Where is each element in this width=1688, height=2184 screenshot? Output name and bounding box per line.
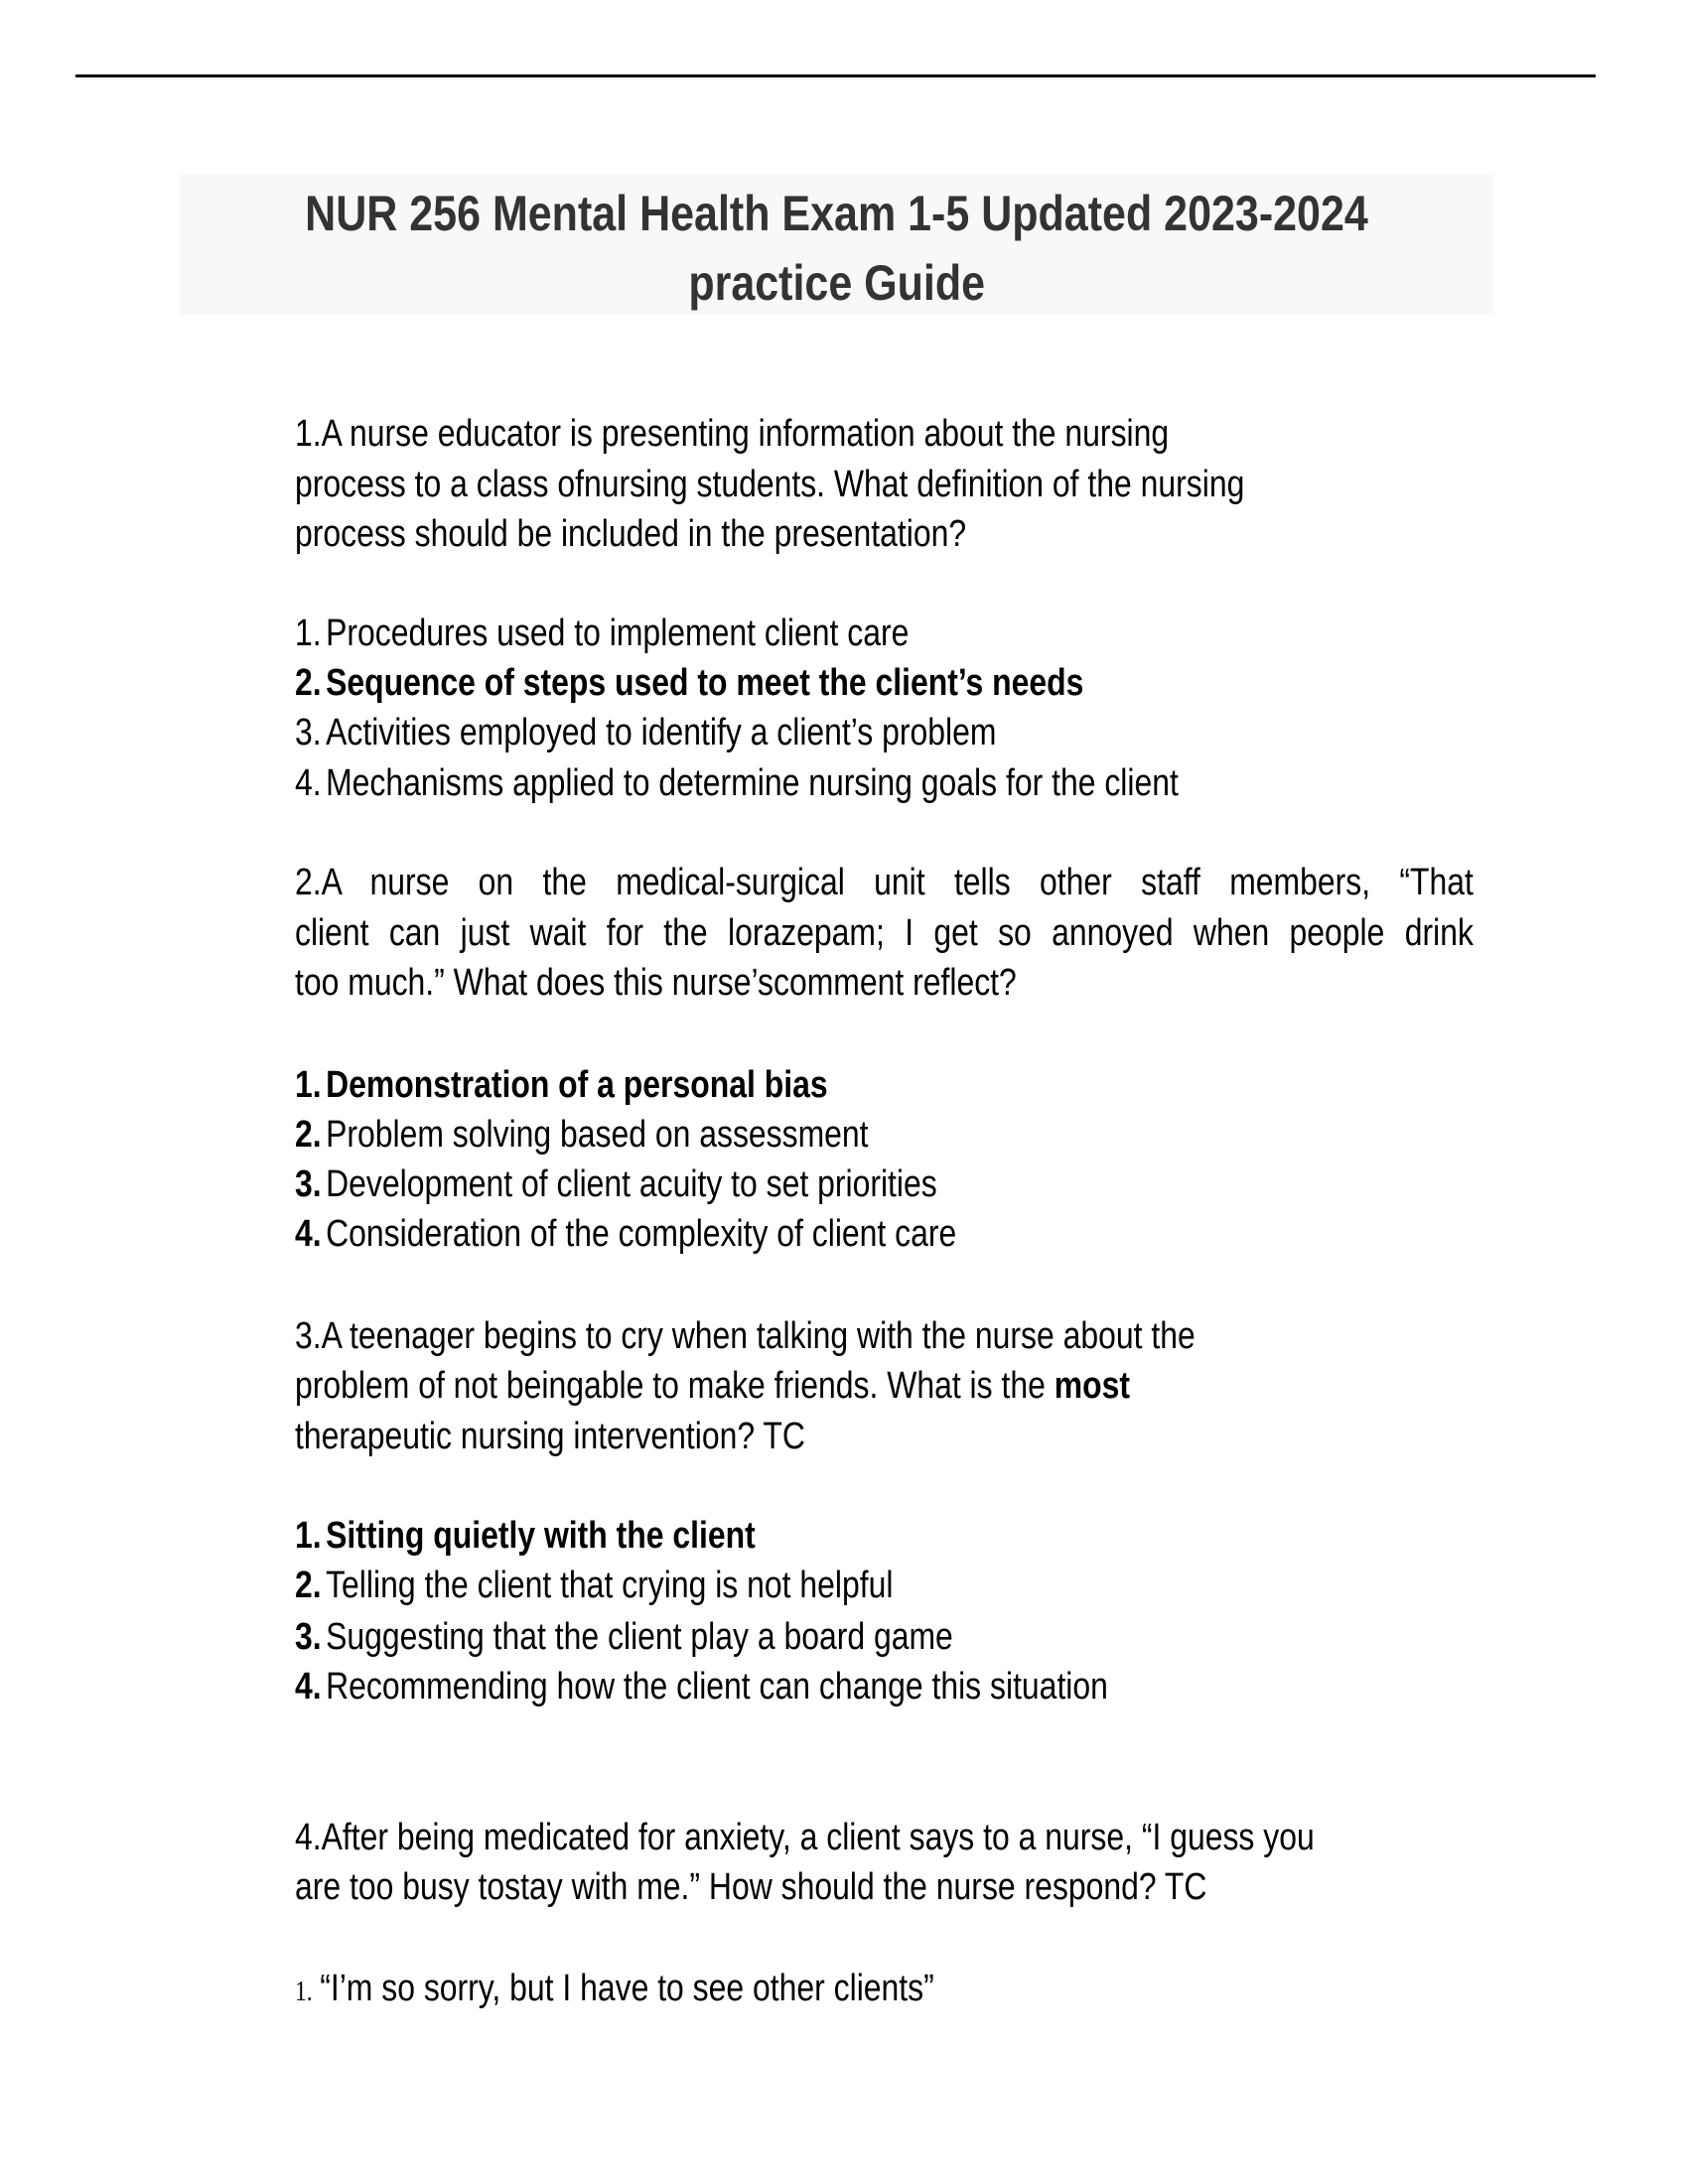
question-2-option [295, 1110, 869, 1160]
option-text: Mechanisms applied to determine nursing goals for the client [326, 762, 1179, 804]
option-number: 3. [295, 712, 322, 753]
question-3-stem: therapeutic nursing intervention? TC [295, 1416, 805, 1457]
question-4-stem: are too busy tostay with me.” How should the nurse respond? TC [295, 1866, 1207, 1908]
option-number: 2. [295, 1114, 322, 1156]
document-title [180, 175, 1493, 315]
question-3-stem: 3.A teenager begins to cry when talking with the nurse about the [295, 1315, 1196, 1357]
option-text: Demonstration of a personal bias [326, 1064, 828, 1106]
question-3-option [295, 1612, 953, 1662]
option-number: 1. [295, 1977, 313, 2007]
question-2-stem: client can just wait for the lorazepam; I get so annoyed when people drink [295, 912, 1474, 954]
question-2-stem: too much.” What does this nurse’scomment reflect? [295, 962, 1017, 1004]
option-text: Activities employed to identify a client’s problem [326, 712, 997, 753]
question-1-option [295, 758, 1179, 808]
option-number: 2. [295, 662, 322, 704]
header-rule [75, 74, 1596, 77]
option-number: 2. [295, 1565, 322, 1606]
question-2-option [295, 1209, 956, 1259]
question-1-stem: process to a class ofnursing students. What definition of the nursing [295, 464, 1245, 505]
option-number: 1. [295, 1064, 322, 1106]
question-4-stem: 4.After being medicated for anxiety, a client says to a nurse, “I guess you [295, 1817, 1315, 1858]
option-text: “I’m so sorry, but I have to see other clients” [320, 1968, 934, 2009]
option-text: Sequence of steps used to meet the client’s needs [326, 662, 1084, 704]
question-3-stem [295, 1361, 1130, 1411]
question-2-option [295, 1160, 937, 1209]
stem-text: problem of not beingable to make friends. What is the [295, 1365, 1055, 1407]
option-text: Recommending how the client can change this situation [326, 1666, 1108, 1707]
option-number: 4. [295, 1213, 322, 1255]
option-text: Procedures used to implement client care [326, 613, 910, 654]
option-number: 1. [295, 613, 322, 654]
title-line-1: NUR 256 Mental Health Exam 1-5 Updated 2023-2024 [305, 186, 1368, 241]
option-text: Development of client acuity to set priorities [326, 1163, 937, 1205]
option-number: 1. [295, 1515, 322, 1557]
option-text: Consideration of the complexity of client care [326, 1213, 957, 1255]
option-number: 3. [295, 1163, 322, 1205]
question-3-option-correct [295, 1511, 756, 1561]
question-2-stem: 2.A nurse on the medical-surgical unit tells other staff members, “That [295, 862, 1474, 903]
question-1-option-correct [295, 658, 1083, 708]
question-4-option [295, 1964, 934, 2013]
question-3-option [295, 1662, 1108, 1711]
option-text: Telling the client that crying is not helpful [326, 1565, 894, 1606]
option-text: Sitting quietly with the client [326, 1515, 756, 1557]
question-1-stem: process should be included in the presentation? [295, 513, 967, 555]
question-1-option [295, 708, 996, 757]
option-number: 4. [295, 762, 322, 804]
emphasis-most: most [1054, 1365, 1130, 1407]
title-line-2: practice Guide [688, 255, 985, 311]
option-number: 4. [295, 1666, 322, 1707]
option-text: Problem solving based on assessment [326, 1114, 869, 1156]
question-1-stem: 1.A nurse educator is presenting information about the nursing [295, 413, 1170, 455]
option-number: 3. [295, 1616, 322, 1658]
question-3-option [295, 1561, 893, 1610]
question-1-option [295, 609, 909, 658]
question-2-option-correct [295, 1060, 828, 1110]
option-text: Suggesting that the client play a board game [326, 1616, 953, 1658]
